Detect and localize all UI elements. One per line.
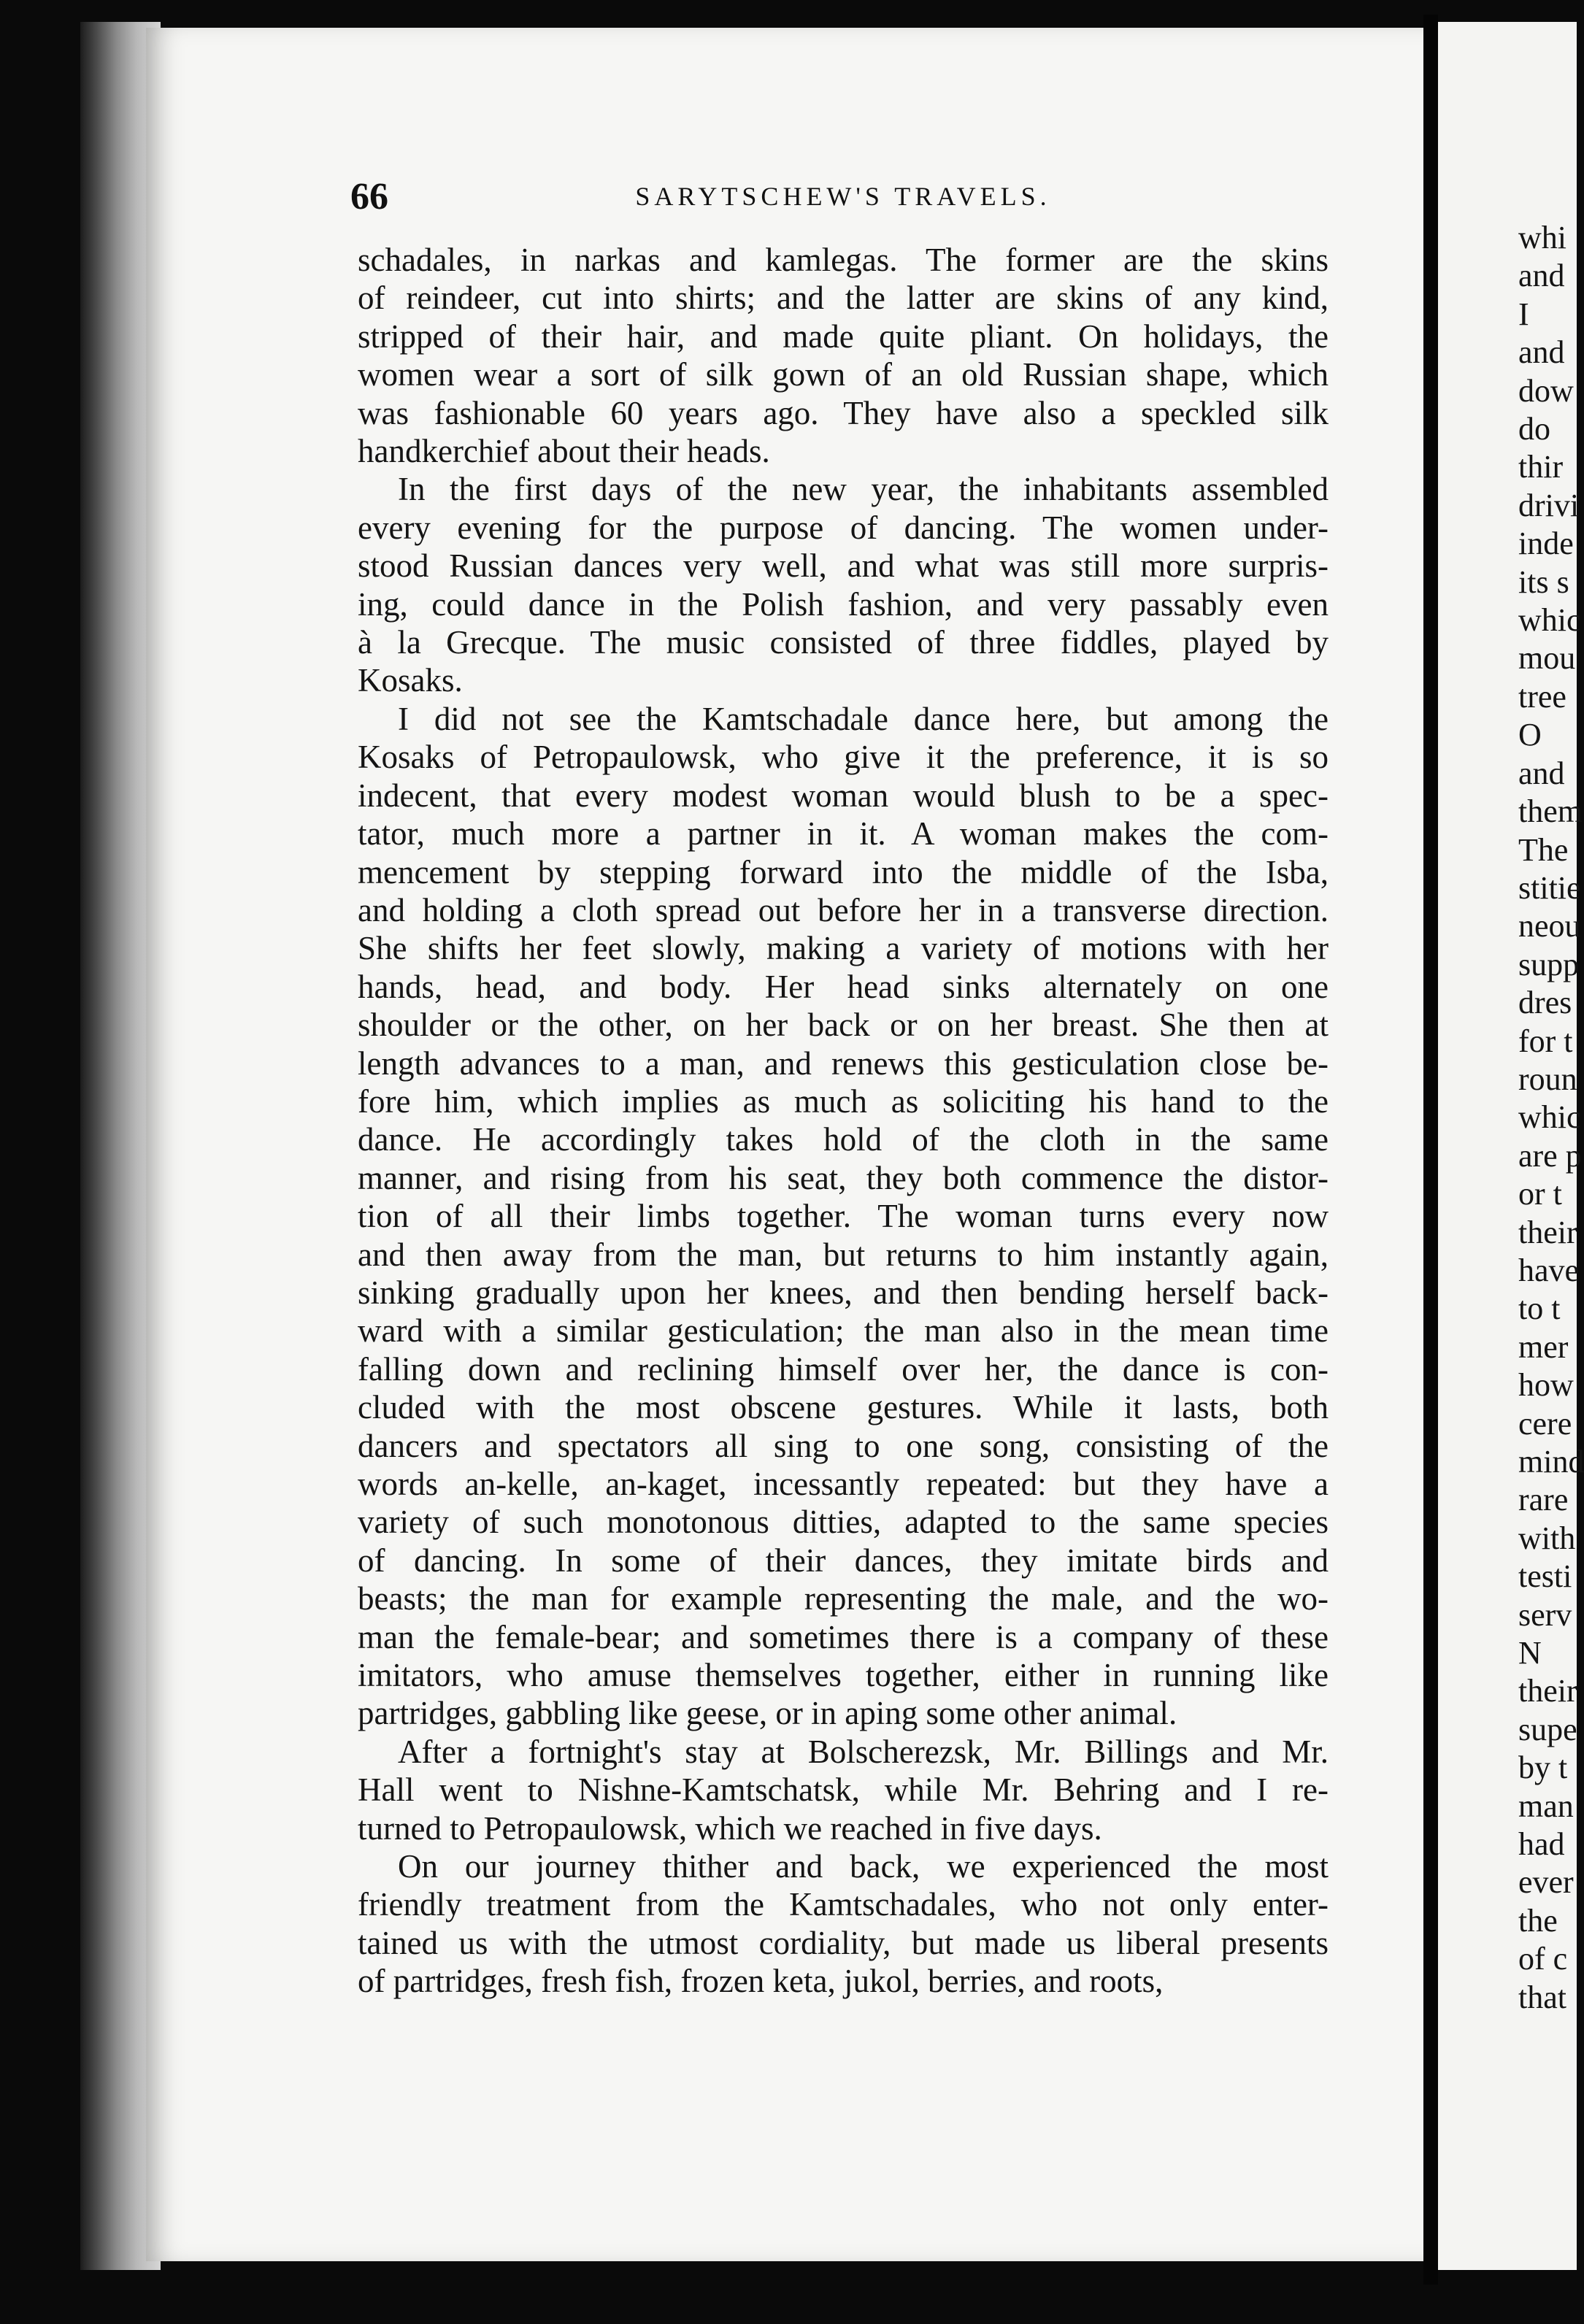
text-line: beasts; the man for example representing the male, and the wo- bbox=[358, 1580, 1329, 1617]
text-line: imitators, who amuse themselves together, either in running like bbox=[358, 1657, 1329, 1694]
text-line: ing, could dance in the Polish fashion, and very passably even bbox=[358, 585, 1329, 623]
right-page-fragment: thir bbox=[1518, 449, 1564, 485]
right-page-fragment: are p bbox=[1518, 1137, 1582, 1174]
right-page-fragment: do bbox=[1518, 411, 1550, 447]
right-page-fragment: whic bbox=[1518, 602, 1581, 639]
right-page-fragment: serv bbox=[1518, 1596, 1572, 1633]
text-line: was fashionable 60 years ago. They have also a speckled silk bbox=[358, 394, 1329, 431]
text-line: of dancing. In some of their dances, they imitate birds and bbox=[358, 1542, 1329, 1579]
right-page-fragment: rare bbox=[1518, 1482, 1569, 1518]
text-line: of partridges, fresh fish, frozen keta, jukol, berries, and roots, bbox=[358, 1963, 1164, 2000]
right-page-fragment: of c bbox=[1518, 1941, 1568, 1977]
right-page-fragment: mer bbox=[1518, 1328, 1569, 1365]
text-line: handkerchief about their heads. bbox=[358, 433, 770, 470]
text-line: schadales, in narkas and kamlegas. The former are the skins bbox=[358, 242, 1329, 278]
text-line: shoulder or the other, on her back or on her breast. She then at bbox=[358, 1007, 1329, 1044]
text-line: fore him, which implies as much as soliciting his hand to the bbox=[358, 1082, 1329, 1120]
text-line: dance. He accordingly takes hold of the cloth in the same bbox=[358, 1121, 1329, 1158]
text-line: In the first days of the new year, the inhabitants assembled bbox=[398, 471, 1329, 508]
right-page-fragment: the bbox=[1518, 1902, 1558, 1939]
right-page-fragment: to t bbox=[1518, 1290, 1561, 1327]
page-number: 66 bbox=[350, 176, 388, 218]
right-page-fragment: man bbox=[1518, 1788, 1574, 1824]
text-line: manner, and rising from his seat, they both commence the distor- bbox=[358, 1159, 1329, 1196]
right-page-fragment: how bbox=[1518, 1367, 1574, 1404]
right-page-fragment: for t bbox=[1518, 1023, 1573, 1059]
text-line: and then away from the man, but returns to him instantly again, bbox=[358, 1236, 1329, 1273]
paragraph bbox=[358, 241, 1329, 470]
right-page-fragment: stitie bbox=[1518, 869, 1581, 906]
text-line: indecent, that every modest woman would blush to be a spec- bbox=[358, 777, 1329, 814]
text-line: every evening for the purpose of dancing. The women under- bbox=[358, 509, 1329, 546]
text-line: friendly treatment from the Kamtschadales, who not only enter- bbox=[358, 1886, 1329, 1923]
right-page-fragment: that bbox=[1518, 1979, 1566, 2015]
right-page-fragment: mou bbox=[1518, 640, 1576, 677]
right-page-fragment: testi bbox=[1518, 1558, 1572, 1595]
right-page-text-fragments bbox=[1518, 219, 1584, 2017]
right-page-fragment: drivi bbox=[1518, 487, 1580, 523]
running-head bbox=[350, 175, 1336, 226]
text-line: cluded with the most obscene gestures. While it lasts, both bbox=[358, 1389, 1329, 1426]
right-page-fragment: supe bbox=[1518, 1711, 1577, 1747]
text-line: man the female-bear; and sometimes there is a company of these bbox=[358, 1618, 1329, 1655]
text-line: sinking gradually upon her knees, and then bending herself back- bbox=[358, 1274, 1329, 1311]
text-line: hands, head, and body. Her head sinks alternately on one bbox=[358, 968, 1329, 1005]
right-page-fragment: mind bbox=[1518, 1444, 1584, 1480]
text-line: stood Russian dances very well, and what was still more surpris- bbox=[358, 547, 1329, 585]
right-page-fragment: their bbox=[1518, 1214, 1577, 1250]
right-page-fragment: roun bbox=[1518, 1061, 1577, 1097]
running-title: SARYTSCHEW'S TRAVELS. bbox=[635, 182, 1051, 211]
right-page-fragment: and bbox=[1518, 258, 1565, 294]
text-line: variety of such monotonous ditties, adapted to the same species bbox=[358, 1504, 1329, 1541]
right-page-fragment: with bbox=[1518, 1520, 1576, 1556]
text-line: tator, much more a partner in it. A woman makes the com- bbox=[358, 815, 1329, 853]
right-page-fragment: and bbox=[1518, 755, 1565, 791]
text-line: and holding a cloth spread out before her in a transverse direction. bbox=[358, 891, 1329, 928]
paragraph bbox=[358, 1847, 1329, 2001]
text-line: I did not see the Kamtschadale dance here, but among the bbox=[398, 700, 1329, 737]
text-line: After a fortnight's stay at Bolscherezsk, Mr. Billings and Mr. bbox=[398, 1733, 1329, 1770]
right-page-fragment: inde bbox=[1518, 526, 1574, 562]
text-line: mencement by stepping forward into the middle of the Isba, bbox=[358, 853, 1329, 890]
right-page-fragment: had bbox=[1518, 1826, 1565, 1863]
text-line: women wear a sort of silk gown of an old Russian shape, which bbox=[358, 356, 1329, 393]
right-page-fragment: its s bbox=[1518, 563, 1569, 600]
text-line: tained us with the utmost cordiality, but made us liberal presents bbox=[358, 1924, 1329, 1961]
right-page-fragment: or t bbox=[1518, 1176, 1562, 1212]
paragraph bbox=[358, 700, 1329, 1733]
text-line: falling down and reclining himself over her, the dance is con- bbox=[358, 1350, 1329, 1388]
right-page-fragment: N bbox=[1518, 1635, 1542, 1671]
book-gutter bbox=[1423, 15, 1438, 2285]
right-page-fragment: neou bbox=[1518, 908, 1581, 944]
right-page-fragment: and bbox=[1518, 334, 1565, 371]
right-page-fragment: them bbox=[1518, 793, 1583, 830]
body-text bbox=[358, 241, 1329, 2001]
text-line: Kosaks. bbox=[358, 662, 463, 699]
text-line: stripped of their hair, and made quite pliant. On holidays, the bbox=[358, 318, 1329, 355]
right-page-fragment: whic bbox=[1518, 1099, 1581, 1136]
paragraph bbox=[358, 1733, 1329, 1847]
right-page-fragment: tree bbox=[1518, 678, 1566, 715]
text-line: dancers and spectators all sing to one song, consisting of the bbox=[358, 1427, 1329, 1464]
right-page-fragment: whi bbox=[1518, 220, 1566, 255]
paragraph bbox=[358, 470, 1329, 699]
text-line: tion of all their limbs together. The woman turns every now bbox=[358, 1198, 1329, 1235]
text-line: Kosaks of Petropaulowsk, who give it the preference, it is so bbox=[358, 739, 1329, 776]
right-page-fragment: ever bbox=[1518, 1864, 1574, 1901]
text-line: à la Grecque. The music consisted of three fiddles, played by bbox=[358, 624, 1329, 661]
right-page-fragment: I bbox=[1518, 296, 1529, 332]
right-page-fragment: dow bbox=[1518, 372, 1574, 409]
right-page-fragment: The bbox=[1518, 831, 1569, 868]
text-line: of reindeer, cut into shirts; and the latter are skins of any kind, bbox=[358, 280, 1329, 317]
text-line: turned to Petropaulowsk, which we reached in five days. bbox=[358, 1809, 1102, 1847]
right-page-fragment: cere bbox=[1518, 1405, 1572, 1442]
text-line: words an-kelle, an-kaget, incessantly repeated: but they have a bbox=[358, 1466, 1329, 1502]
right-page-fragment: O bbox=[1518, 717, 1542, 753]
right-page-fragment: supp bbox=[1518, 946, 1580, 982]
text-line: partridges, gabbling like geese, or in aping some other animal. bbox=[358, 1695, 1177, 1732]
right-page-fragment: their bbox=[1518, 1673, 1577, 1709]
text-line: length advances to a man, and renews this gesticulation close be- bbox=[358, 1044, 1329, 1082]
right-page-fragment: dres bbox=[1518, 985, 1572, 1021]
text-line: She shifts her feet slowly, making a variety of motions with her bbox=[358, 930, 1329, 967]
text-line: ward with a similar gesticulation; the man also in the mean time bbox=[358, 1312, 1329, 1350]
text-line: Hall went to Nishne-Kamtschatsk, while Mr. Behring and I re- bbox=[358, 1771, 1329, 1809]
text-line: On our journey thither and back, we experienced the most bbox=[398, 1848, 1329, 1885]
right-page-fragment: have bbox=[1518, 1252, 1580, 1288]
right-page-fragment: by t bbox=[1518, 1750, 1568, 1786]
